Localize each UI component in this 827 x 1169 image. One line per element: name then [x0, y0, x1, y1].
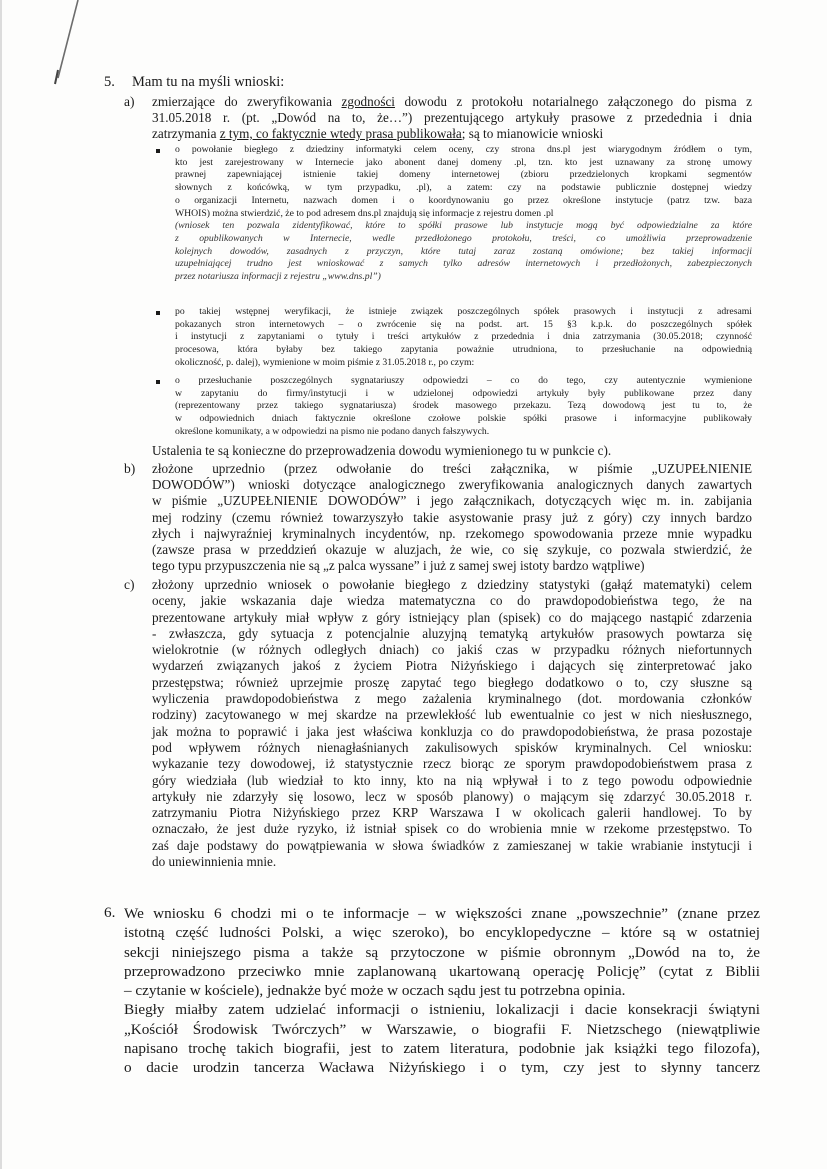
item-a-line-3	[152, 126, 752, 142]
item-b-line: w piśmie „UZUPEŁNIENIE DOWODÓW” i jego załącznikach, dotyczących więc m. in. zabijania	[152, 493, 752, 509]
item-c-label: c)	[124, 577, 135, 592]
section-6-line: przeprowadzono przeciwko mnie zaplanowaną ukartowaną operację Policję” (cytat z Biblii	[124, 962, 760, 980]
bullet-item-2	[156, 306, 752, 370]
bullet-item-3	[156, 375, 752, 439]
item-c-line: zaś daje podstawy do powątpiewania w słowa świadków z zamieszanej w takie wrabianie instytucji i	[152, 837, 752, 853]
item-b-text	[152, 461, 752, 574]
item-b-line: mej rodziny (czemu również towarzyszyło takie asystowanie prasy już z góry) czy innych bardzo	[152, 509, 752, 525]
item-b-line: DOWODÓW”) wnioski dotyczące analogicznego zweryfikowania analogicznych danych zawartych	[152, 477, 752, 493]
section-6-line: „Kościół Środowisk Twórczych” w Warszawie, o biografii F. Nietzschego (niewątpliwie	[124, 1020, 760, 1038]
bullet-3-line: w zapytaniu do firmy/instytucji i w udzielonej odpowiedzi artykuły były publikowane przez dany	[175, 387, 752, 399]
item-c-line: rodziny) zacytowanego w mej skardze na przewlekłość lub ewentualnie co jest w nich niesłusznego,	[152, 707, 752, 723]
bullet-2-line: okoliczność, p. dalej), wymienione w moim piśmie z 31.05.2018 r., po czym:	[175, 356, 475, 368]
item-b-label: b)	[124, 461, 136, 476]
bullet-3-line: (reprezentowany przez takiego sygnatariusza) środek masowego przekazu. Tezą dowodową jest tu to, że	[175, 400, 752, 412]
bullet-list	[156, 144, 752, 284]
section-6-line: napisano trochę takich biografii, jest to zatem literatura, podobnie jak książki tego filozofa),	[124, 1040, 760, 1058]
item-c-line: - zwłaszcza, gdy sytuacja z potencjalnie aluzyjną tematyką artykułów prasowych powtarza się	[152, 625, 752, 641]
bullet-1-note-line: z opublikowanych w Internecie, wedle przedłożonego protokołu, treści, co umożliwia przeprowadzenie	[175, 232, 752, 244]
bullet-list	[156, 375, 752, 439]
section-6-line: Biegły miałby zatem udzielać informacji o istnieniu, lokalizacji i dacie konsekracji świątyni	[124, 1001, 760, 1019]
item-a-line-1-end: dowodu z protokołu notarialnego załączonego do pisma z	[394, 94, 752, 109]
bullet-1-line: WHOIS) można stwierdzić, że to pod adresem dns.pl znajdują się informacje z rejestru domen .pl	[175, 207, 554, 219]
section-6-line: istotną część ludności Polski, a więc szeroko), bo encyklopedyczne – które są w ostatniej	[124, 924, 760, 942]
item-a-closing-sentence: Ustalenia te są konieczne do przeprowadzenia dowodu wymienionego tu w punkcie c).	[152, 443, 612, 458]
bullet-3-line: w odpowiednich dniach faktycznie określone czołowe polskie spółki prasowe i informacyjne publikowały	[175, 413, 752, 425]
item-a-line-3-start: zatrzymania	[152, 126, 220, 141]
bullet-2-line: i instytucji z zapytaniami o tytuły i treści artykułów z przedednia i dnia zatrzymania (30.05.2018; czynność	[175, 331, 752, 343]
section-5-heading	[104, 74, 284, 91]
item-a-text	[152, 94, 752, 142]
bullet-2-line: procesowa, która byłaby bez takiego zapytania poważnie utrudniona, to przesłuchanie na odpowiednią	[175, 344, 752, 356]
bullet-1-line: o organizacji Internetu, nazwach domen i o koordynowaniu go przez określone instytucje (patrz tzw. baza	[175, 194, 752, 206]
item-c-line: wykazanie tezy dowodowej, iż statystycznie rzecz biorąc ze sporym prawdopodobieństwem prasa z	[152, 756, 752, 772]
bullet-item-1	[156, 144, 752, 284]
bullet-1-note-line: uzupełniającej trudno jest wnioskować z samych tylko adresów internetowych i przedłożonych, zabezpieczonych	[175, 258, 752, 270]
item-a-underlined-phrase: z tym, co faktycznie wtedy prasa publikowała	[219, 126, 462, 141]
item-c-line: pod wpływem różnych nienagłaśnianych zakulisowych spisków kryminalnych. Cel wniosku:	[152, 739, 752, 755]
item-c-line: artykuły nie zdarzyły się losowo, lecz w sposób planowy) o mającym się zdarzyć 30.05.2018 r.	[152, 788, 752, 804]
item-c-line: przestępstwa; również uprzejmie proszę zapytać tego biegłego dodatkowo o to, czy słuszne są	[152, 674, 752, 690]
item-b-line: tego typu przypuszczenia nie są „z palca wyssane” i już z samej swej istoty bardzo wątpliwe)	[152, 558, 645, 574]
item-a-line-1	[152, 94, 752, 110]
bullet-1-note-line: kolejnych dowodów, zasadnych z przyczyn, które tutaj zaraz zostaną omówione; bez takiej informacji	[175, 245, 752, 257]
bullet-3-line: o przesłuchanie poszczególnych sygnatariuszy odpowiedzi – co do tego, czy autentycznie wymienione	[175, 375, 752, 386]
item-c-line: wyliczenia prawdopodobieństwa z mego zażalenia kryminalnego (dot. mordowania członków	[152, 691, 752, 707]
item-c-line: oceny, jakie wskazania daje wiedza matematyczna co do prawdopodobieństwa tego, że na	[152, 593, 752, 609]
section-6-line: – czytanie w kościele), jednakże być może w oczach sądu jest tu potrzebna opinia.	[124, 982, 626, 1000]
bullet-1-note-line: przez notariusza informacji z rejestru „www.dns.pl”)	[175, 271, 381, 283]
item-c-text	[152, 577, 752, 870]
item-c-line: do uniewinnienia mnie.	[152, 854, 277, 870]
bullet-1-line: słownych z końcówką, w tym przypadku, .pl), a zatem: czy na podstawie publicznie dostępnej wiedzy	[175, 182, 752, 194]
section-6-number: 6.	[104, 904, 116, 921]
item-c-line: góry wiedziała (lub wiedział to kto inny, kto na nią wpływał i to z tego powodu odpowiednie	[152, 772, 752, 788]
item-a-line-3-end: ; są to mianowicie wnioski	[461, 126, 604, 141]
section-6-line: o dacie urodzin tancerza Wacława Niżyńskiego i o tym, czy jest to słynny tancerz	[124, 1059, 760, 1077]
section-6-line: sekcji niniejszego pisma a także są przytoczone w piśmie obronnym „Dowód na to, że	[124, 943, 760, 961]
bullet-3-line: określone komunikaty, a w odpowiedzi na pismo nie podano danych fałszywych.	[175, 425, 490, 437]
section-6-text	[124, 904, 760, 1078]
bullet-1-line: o powołanie biegłego z dziedziny informatyki celem oceny, czy strona dns.pl jest wiarygodnym źródłem o tym,	[175, 144, 752, 155]
item-c-line: oznaczało, że jest duże ryzyko, iż istniał spisek co do wrobienia mnie w rzekome przestępstwo. To	[152, 821, 752, 837]
item-c-line: zatrzymaniu Piotra Niżyńskiego przez KRP Warszawa I w okolicach galerii handlowej. To by	[152, 805, 752, 821]
item-c-line: jak można to poprawić i jaka jest właściwa konkluzja co do prawdopodobieństwa, że prasa pozostaje	[152, 723, 752, 739]
item-a-underlined-word: zgodności	[341, 94, 395, 109]
section-5-number: 5.	[104, 74, 115, 90]
bullet-2-line: po takiej wstępnej weryfikacji, że istnieje związek poszczególnych spółek prasowych i instytucji z adresami	[175, 306, 752, 317]
bullet-list	[156, 306, 752, 370]
section-6-line: We wniosku 6 chodzi mi o te informacje – w większości znane „powszechnie” (znane przez	[124, 905, 760, 922]
item-b-line: złożone uprzednio (przez odwołanie do treści załącznika, w piśmie „UZUPEŁNIENIE	[152, 461, 752, 476]
bullet-1-line: prawnej zapewniającej istnienie takiej domeny internetowej (zbioru przedzielonych kropkami segmentów	[175, 169, 752, 181]
bullet-1-line: kto jest zarejestrowany w Internecie jako abonent danej domeny .pl, tzn. kto jest uznawany za stronę umowy	[175, 156, 752, 168]
item-c-line: prezentowane artykuły miał wpływ z góry istniejący plan (spisek) co do mającego nastąpić zdarzenia	[152, 609, 752, 625]
item-c-line: wielokrotnie (w różnych odległych dniach) co jakiś czas w przypadku różnych niefortunnych	[152, 642, 752, 658]
bullet-1-note-line: (wniosek ten pozwala zidentyfikować, które to spółki prasowe lub instytucje mogą być odpowiedzialne za które	[175, 220, 752, 232]
item-a-line-1-start: zmierzające do zweryfikowania	[152, 94, 342, 109]
item-c-line: złożony uprzednio wniosek o powołanie biegłego z dziedziny statystyki (gałąź matematyki) celem	[152, 577, 752, 592]
item-c-line: wydarzeń związanych jakoś z życiem Piotra Niżyńskiego i dających się zinterpretować jako	[152, 658, 752, 674]
item-a-label: a)	[124, 94, 135, 109]
item-b-line: złych i najwyraźniej kryminalnych incydentów, np. rzekomego spowodowania przeze mnie wypadku	[152, 525, 752, 541]
bullet-2-line: pokazanych stron internetowych – o zwrócenie się na podst. art. 15 §3 k.p.k. do poszczególnych spółek	[175, 318, 752, 330]
item-b-line: (zawsze prasa w przeddzień okazuje w aluzjach, że wie, co się szykuje, co pozwala stwierdzić, że	[152, 542, 752, 558]
section-5-title: Mam tu na myśli wnioski:	[132, 74, 285, 90]
item-a-line-2: 31.05.2018 r. (pt. „Dowód na to, że…”) prezentującego artykuły prasowe z przedednia i dnia	[152, 110, 752, 125]
